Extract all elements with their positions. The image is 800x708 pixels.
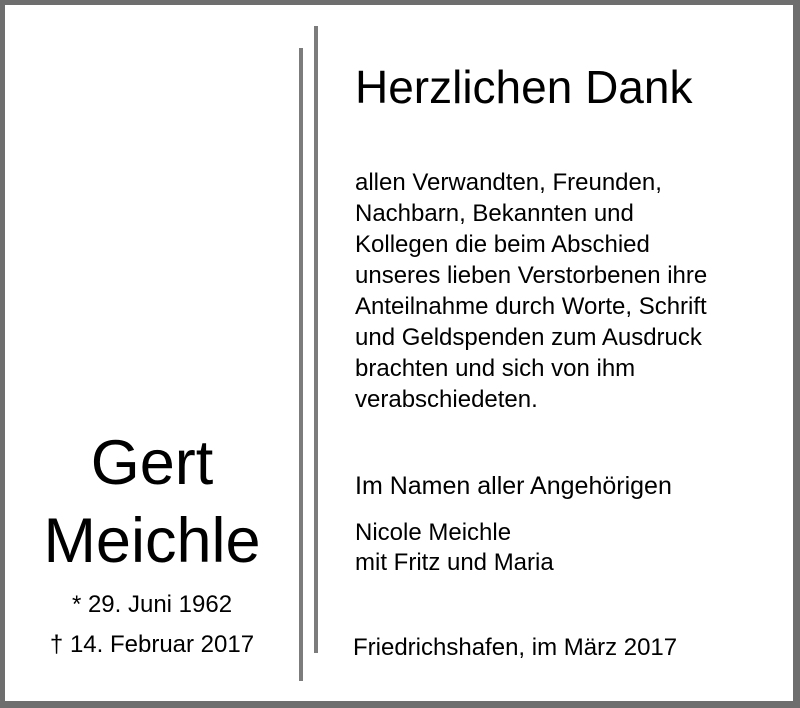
thanks-line: Anteilnahme durch Worte, Schrift <box>355 293 707 320</box>
thanks-line: Kollegen die beim Abschied <box>355 231 650 258</box>
thanks-line: verabschiedeten. <box>355 386 538 413</box>
headline: Herzlichen Dank <box>355 61 693 113</box>
thanks-line: brachten und sich von ihm <box>355 355 636 382</box>
deceased-first-name: Gert <box>90 428 214 498</box>
thanks-line: Nachbarn, Bekannten und <box>355 200 634 227</box>
thanks-line: und Geldspenden zum Ausdruck <box>355 324 702 351</box>
signature-block <box>355 518 554 578</box>
deceased-last-name: Meichle <box>43 506 261 576</box>
signature-family: mit Fritz und Maria <box>355 549 554 576</box>
life-dates <box>5 585 299 665</box>
thanks-line: allen Verwandten, Freunden, <box>355 169 662 196</box>
thanks-line: unseres lieben Verstorbenen ihre <box>355 262 708 289</box>
divider-rule-right <box>314 26 318 653</box>
signature-name: Nicole Meichle <box>355 519 512 546</box>
on-behalf-line: Im Namen aller Angehörigen <box>355 472 672 500</box>
divider-rule-left <box>299 48 303 681</box>
deceased-name <box>5 424 299 580</box>
death-date: † 14. Februar 2017 <box>49 631 255 658</box>
place-and-date: Friedrichshafen, im März 2017 <box>353 634 678 661</box>
notice-sheet <box>5 5 793 701</box>
birth-date: * 29. Juni 1962 <box>71 591 233 618</box>
thanks-paragraph <box>355 167 707 415</box>
